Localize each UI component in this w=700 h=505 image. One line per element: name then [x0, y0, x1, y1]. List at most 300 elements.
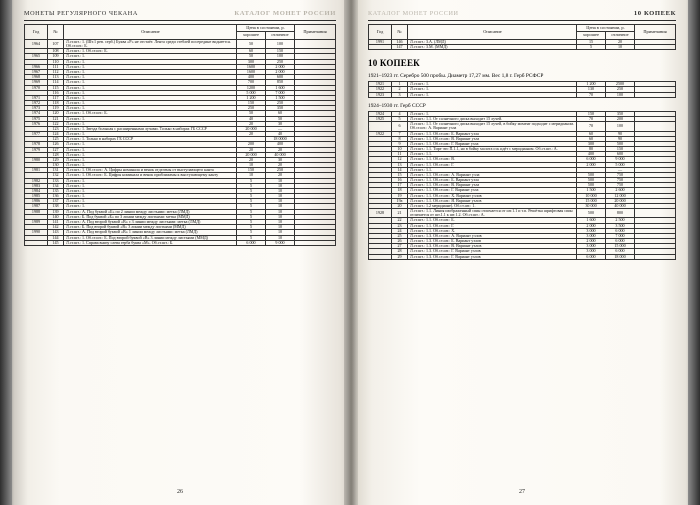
- cell-price-excellent: 250: [266, 168, 295, 173]
- cell-num: 123: [48, 126, 64, 131]
- cell-year: 1979: [25, 147, 48, 152]
- left-table-body: [25, 39, 336, 245]
- cell-price-excellent: 150: [606, 147, 635, 152]
- cell-year: 1966: [25, 64, 48, 69]
- cell-num: 141: [48, 219, 64, 224]
- cell-num: 119: [48, 106, 64, 111]
- cell-desc: Л.ст.шт.: 1.: [64, 152, 237, 157]
- subsection-2-title: 1924–1930 гг. Герб СССР: [368, 102, 426, 109]
- cell-desc: Л.ст.шт.: 1.2 меридиане). Об.ст.шт.: 1.: [408, 203, 577, 208]
- cell-price-good: 70: [577, 117, 606, 122]
- cell-price-excellent: 20: [266, 147, 295, 152]
- cell-num: 124: [48, 132, 64, 137]
- cell-price-good: 6 000: [237, 240, 266, 245]
- cell-num: 16: [392, 178, 408, 183]
- cell-desc: Л.ст.шт.: 1.1. Об.ст.шт.: Г. Вариант узла: [408, 141, 577, 146]
- cell-price-excellent: 100: [606, 92, 635, 97]
- cell-num: 8: [392, 136, 408, 141]
- cell-num: 12: [392, 157, 408, 162]
- cell-num: 5: [392, 117, 408, 122]
- cell-year: 1984: [25, 188, 48, 193]
- cell-price-excellent: 1 500: [266, 95, 295, 100]
- cell-price-excellent: 30: [266, 121, 295, 126]
- cell-year: 1928: [369, 209, 392, 218]
- cell-price-excellent: 250: [266, 59, 295, 64]
- cell-price-good: 500: [577, 172, 606, 177]
- right-top-table: [368, 24, 676, 50]
- cell-price-good: 150: [577, 111, 606, 116]
- cell-price-good: 5: [577, 45, 606, 50]
- cell-price-excellent: 350: [606, 111, 635, 116]
- cell-num: 143: [48, 230, 64, 235]
- cell-desc: Л.ст.шт.: 1. Только в наборах ГБ СССР: [64, 137, 237, 142]
- cell-desc: Л.ст.шт.: 1.: [64, 142, 237, 147]
- cell-price-good: 1 200: [237, 95, 266, 100]
- cell-price-good: 20 000: [237, 126, 266, 131]
- cell-num: 109: [48, 54, 64, 59]
- right-top-table-body: [369, 39, 676, 49]
- cell-num: 125: [48, 137, 64, 142]
- cell-desc: Л.ст.шт.: 1.1. Об.ст.шт.: В. Вариант узла: [408, 136, 577, 141]
- cell-price-excellent: 18 000: [606, 254, 635, 259]
- cell-num: 121: [48, 116, 64, 121]
- cell-price-excellent: 20: [266, 163, 295, 168]
- cell-price-excellent: 7 000: [266, 90, 295, 95]
- cell-price-excellent: 10: [606, 45, 635, 50]
- cell-price-excellent: 10: [266, 194, 295, 199]
- cell-price-good: 150: [237, 168, 266, 173]
- cell-price-excellent: 40 000: [266, 152, 295, 157]
- cell-price-good: 20 000: [237, 152, 266, 157]
- cell-desc: Л.ст.шт.: 1.: [64, 101, 237, 106]
- cell-price-good: 300: [237, 59, 266, 64]
- cell-num: 138: [48, 204, 64, 209]
- col-price-excellent: отличное: [266, 32, 295, 39]
- cell-desc: Л.ст.шт.: 1.1. Об.ст.шт.: Г.: [408, 162, 577, 167]
- cell-price-good: 3 000: [577, 244, 606, 249]
- cell-price-good: 60: [577, 136, 606, 141]
- cell-year: [25, 240, 48, 245]
- left-page-header: [24, 10, 336, 17]
- cell-desc: Л.ст.шт.: 1.: [64, 188, 237, 193]
- cell-desc: Л.ст.шт.: 1.: [64, 178, 237, 183]
- cell-desc: Л.ст.шт.: 1.: [64, 147, 237, 152]
- cell-num: 130: [48, 163, 64, 168]
- cell-price-excellent: 3 500: [606, 223, 635, 228]
- cell-price-good: 20: [237, 157, 266, 162]
- cell-price-good: 5: [237, 199, 266, 204]
- cell-year: 1973: [25, 106, 48, 111]
- cell-price-good: 500: [577, 209, 606, 218]
- cell-year: 1985: [25, 194, 48, 199]
- col-num: №: [48, 25, 64, 40]
- cell-desc: Л.ст.шт.: 1.: [64, 64, 237, 69]
- cell-num: 2: [392, 87, 408, 92]
- cell-desc: Л.ст.шт.: 1.1. Линия изображенный спин отличается от шт.1.1 и т.п. Решётка шрифтовая спин отличается от шт.1.1 к шт.1.2. Об.ст.шт.: А.: [408, 209, 577, 218]
- cell-price-excellent: 10: [266, 178, 295, 183]
- cell-desc: Л.ст.шт.: 1.1. Об.ст.шт.: Г. Вариант узла: [408, 188, 577, 193]
- cell-price-good: 5: [237, 230, 266, 235]
- cell-price-good: 5: [237, 214, 266, 219]
- cell-desc: Л.ст.шт.: 1.: [64, 75, 237, 80]
- cell-desc: Л.ст.шт.: 1. Справа внизу слева герба буква «М». Об.ст.шт.: Б.: [64, 240, 237, 245]
- cell-num: 19: [392, 193, 408, 198]
- cell-price-good: 5: [237, 204, 266, 209]
- cell-num: 134: [48, 183, 64, 188]
- cell-price-excellent: 600: [606, 152, 635, 157]
- cell-num: 17: [392, 183, 408, 188]
- cell-price-good: 5: [237, 219, 266, 224]
- cell-price-good: 5: [237, 209, 266, 214]
- book-edge-right: [688, 0, 700, 505]
- cell-price-excellent: 250: [266, 101, 295, 106]
- cell-num: 120: [48, 111, 64, 116]
- left-header-rule: [24, 20, 336, 21]
- table-row: [369, 45, 676, 50]
- cell-price-excellent: 10: [266, 183, 295, 188]
- cell-num: 115: [48, 85, 64, 90]
- cell-price-excellent: 2500: [606, 82, 635, 87]
- cell-desc: Л.ст.шт.: А. Под второй буквой «В» 1 линии между листьями: метка (ЛМД): [64, 230, 237, 235]
- cell-price-good: 5: [237, 194, 266, 199]
- cell-year: 1991: [369, 39, 392, 44]
- cell-num: 15: [392, 172, 408, 177]
- left-header-ghost: КАТАЛОГ МОНЕТ РОССИИ: [234, 10, 336, 17]
- cell-desc: Л.ст.шт.: 1.: [64, 194, 237, 199]
- cell-num: 122: [48, 121, 64, 126]
- cell-num: 140: [48, 214, 64, 219]
- cell-num: 1: [392, 82, 408, 87]
- cell-num: 147: [392, 45, 408, 50]
- cell-note: [295, 39, 336, 48]
- cell-year: 1970: [25, 85, 48, 90]
- left-header-row-1: [25, 25, 336, 32]
- cell-desc: Л.ст.шт.: 1.: [64, 59, 237, 64]
- cell-desc: Л.ст.шт.: 1.: [64, 70, 237, 75]
- cell-price-good: 50: [237, 54, 266, 59]
- cell-num: 26: [392, 239, 408, 244]
- cell-price-excellent: 750: [606, 172, 635, 177]
- cell-desc: Л.ст.шт.: 1. Об.ст.шт.: Б. Под второй буквой «В» 3 линии между листьями (ММД): [64, 235, 237, 240]
- cell-num: 4: [392, 111, 408, 116]
- cell-year: 1982: [25, 178, 48, 183]
- cell-price-excellent: 50: [266, 116, 295, 121]
- cell-price-good: 1 500: [577, 188, 606, 193]
- cell-year: 1983: [25, 183, 48, 188]
- cell-price-excellent: 2 500: [606, 218, 635, 223]
- cell-price-excellent: 350: [266, 106, 295, 111]
- cell-price-good: 40: [237, 116, 266, 121]
- cell-year: [369, 122, 392, 131]
- cell-price-excellent: 6 000: [606, 239, 635, 244]
- cell-year: 1967: [25, 70, 48, 75]
- cell-price-excellent: 2 000: [266, 64, 295, 69]
- cell-num: 3: [392, 92, 408, 97]
- cell-price-excellent: 850: [266, 80, 295, 85]
- col-desc: Описание: [408, 25, 577, 40]
- cell-year: 1986: [25, 199, 48, 204]
- cell-price-excellent: 12 000: [606, 193, 635, 198]
- cell-price-good: 700: [237, 80, 266, 85]
- cell-price-good: 5: [237, 183, 266, 188]
- cell-num: 129: [48, 157, 64, 162]
- cell-price-excellent: 800: [606, 209, 635, 218]
- cell-price-good: 5: [237, 188, 266, 193]
- col-year: Год: [369, 25, 392, 40]
- cell-desc: Л.ст.шт.: 1.: [64, 106, 237, 111]
- cell-price-excellent: 10: [266, 209, 295, 214]
- col-note: Примечания: [635, 25, 676, 40]
- cell-year: [369, 45, 392, 50]
- cell-price-good: 300: [577, 141, 606, 146]
- cell-price-good: 400: [577, 152, 606, 157]
- cell-desc: Л.ст.шт.: 1.: [408, 82, 577, 87]
- cell-num: 19а: [392, 198, 408, 203]
- cell-price-excellent: 600: [266, 75, 295, 80]
- cell-price-excellent: 90: [606, 136, 635, 141]
- cell-price-excellent: 9 000: [606, 157, 635, 162]
- cell-price-excellent: 500: [606, 141, 635, 146]
- cell-price-excellent: 40: [266, 132, 295, 137]
- cell-note: [635, 92, 676, 97]
- cell-price-excellent: 750: [606, 183, 635, 188]
- cell-price-excellent: 60: [266, 111, 295, 116]
- cell-num: 146: [392, 39, 408, 44]
- cell-price-good: 20: [237, 147, 266, 152]
- table-row: [25, 240, 336, 245]
- cell-desc: Л.ст.шт.: А. Под буквой «Б» по 2 линии между листьями: метка (ЛМД): [64, 209, 237, 214]
- book-edge-left: [0, 0, 12, 505]
- cell-price-good: 6 000: [577, 254, 606, 259]
- cell-desc: Л.ст.шт.: 1.1. Об.ст.шт.: Х.: [408, 228, 577, 233]
- cell-note: [635, 122, 676, 131]
- cell-num: 126: [48, 142, 64, 147]
- cell-desc: Л.ст.шт.: 1.1. Об.ст.шт.: Х. Вариант узлов: [408, 193, 577, 198]
- cell-price-good: 500: [577, 183, 606, 188]
- cell-num: 132: [48, 173, 64, 178]
- cell-desc: Л.ст.шт.: 3.А. (ЛМД): [408, 39, 577, 44]
- cell-desc: Л.ст.шт.: 3.М. (ММД): [408, 45, 577, 50]
- cell-price-excellent: 6 000: [606, 249, 635, 254]
- cell-year: 1988: [25, 209, 48, 214]
- cell-num: 113: [48, 75, 64, 80]
- cell-price-good: 50: [237, 111, 266, 116]
- left-header-title: МОНЕТЫ РЕГУЛЯРНОГО ЧЕКАНА: [24, 10, 138, 17]
- cell-desc: Л.ст.шт.: 1.: [64, 163, 237, 168]
- cell-desc: Л.ст.шт.: 1.1. Об.ст.шт.: Б.: [408, 218, 577, 223]
- cell-price-good: 400: [237, 75, 266, 80]
- cell-price-excellent: 10: [266, 235, 295, 240]
- right-top-header-row-1: [369, 25, 676, 32]
- left-table-wrap: [24, 24, 336, 246]
- cell-price-good: 1 200: [577, 82, 606, 87]
- cell-note: [635, 254, 676, 259]
- cell-price-good: 200: [237, 142, 266, 147]
- cell-year: 1925: [369, 117, 392, 122]
- left-page: [12, 0, 348, 505]
- cell-price-good: 5: [237, 235, 266, 240]
- right-header-rule: [368, 20, 676, 21]
- cell-desc: Л.ст.шт.: 1.1. Об.ст.шт.: В.: [408, 157, 577, 162]
- col-price: Цена в состоянии, р.: [237, 25, 295, 32]
- cell-desc: Л.ст.шт.: 1.: [64, 80, 237, 85]
- cell-desc: Л.ст.шт.: 1. Об.ст.шт.: Б.: [64, 49, 237, 54]
- cell-desc: Л.ст.шт.: А. Под второй буквой «В» с 3 линии между листьями: метка (ЛМД): [64, 219, 237, 224]
- cell-num: 142: [48, 225, 64, 230]
- right-page: [356, 0, 688, 505]
- cell-desc: Л.ст.шт.: 1.: [64, 199, 237, 204]
- cell-desc: Л.ст.шт.: Б. Под второй буквой «В» 3 линии между листьями (ММД): [64, 225, 237, 230]
- cell-num: 13: [392, 162, 408, 167]
- cell-desc: Л.ст.шт.: 1.1. Тире что П.1.1, но в бойку молота ось идёт с меридианом. Об.ст.шт.: А.: [408, 147, 577, 152]
- cell-num: 28: [392, 249, 408, 254]
- cell-desc: Л.ст.шт.: 1.3. Об.ст.шт.: Г. Вариант узлов: [408, 249, 577, 254]
- cell-price-excellent: 30: [266, 157, 295, 162]
- cell-year: 1964: [25, 39, 48, 48]
- cell-year: 1974: [25, 111, 48, 116]
- cell-num: 23: [392, 223, 408, 228]
- cell-price-excellent: 2 000: [266, 70, 295, 75]
- cell-desc: Л.ст.шт.: 1. Об.ст.шт.: Б. Цифры номинала и венок приближены к выступающему канту: [64, 173, 237, 178]
- cell-desc: Л.ст.шт.: 1.: [64, 85, 237, 90]
- cell-num: 145: [48, 240, 64, 245]
- cell-desc: Л.ст.шт.: 1. Об.ст.шт.: А. Цифры номинала и венок отделены от выступающего канта: [64, 168, 237, 173]
- right-top-table-head: [369, 25, 676, 40]
- cell-price-excellent: 10: [266, 219, 295, 224]
- cell-desc: Л.ст.шт.: 1.3. Об.ст.шт.: А. Вариант узлов: [408, 233, 577, 238]
- cell-price-excellent: 20: [606, 39, 635, 44]
- cell-desc: Л.ст.шт.: 1.1. Об.ст.шт.: Я. Вариант узлов: [408, 198, 577, 203]
- cell-price-excellent: 100: [606, 122, 635, 131]
- cell-num: 29: [392, 254, 408, 259]
- subsection-1-title: 1921–1923 гг. Серебро 500 пробы. Диаметр 17,27 мм. Вес 1,8 г. Герб РСФСР: [368, 73, 544, 80]
- cell-num: 112: [48, 70, 64, 75]
- cell-price-good: 70: [577, 92, 606, 97]
- cell-desc: Л.ст.шт.: 1.3. Об.ст.шт.: Б. Вариант узлов: [408, 239, 577, 244]
- cell-desc: Л.ст.шт.: 1.1. Об.ст.шт.: Б. Вариант узла: [408, 131, 577, 136]
- cell-desc: Л.ст.шт.: 1.: [64, 204, 237, 209]
- cell-desc: Л.ст.шт.: 1.1. От солнечного диска выходит 15 лучей, в бойку момент подходит с меридианом. Об.ст.шт.: А. Вариант узла: [408, 122, 577, 131]
- cell-price-excellent: 7 000: [606, 233, 635, 238]
- cell-year: 1972: [25, 101, 48, 106]
- cell-desc: Л.ст.шт.: 1.3. Об.ст.шт.: В. Вариант узлов: [408, 244, 577, 249]
- cell-price-excellent: 100: [266, 54, 295, 59]
- right-page-header: [368, 10, 676, 17]
- cell-num: 6: [392, 122, 408, 131]
- cell-num: 137: [48, 199, 64, 204]
- cell-desc: Л.ст.шт.: 1.: [64, 54, 237, 59]
- cell-price-excellent: —: [606, 167, 635, 172]
- cell-desc: Л.ст.шт.: 1.1.: [408, 152, 577, 157]
- cell-year: 1981: [25, 168, 48, 173]
- right-table-2: [368, 111, 676, 260]
- cell-num: 110: [48, 59, 64, 64]
- col-price: Цена в состоянии, р.: [577, 25, 635, 32]
- cell-price-excellent: 10: [266, 230, 295, 235]
- cell-price-good: 15 000: [577, 198, 606, 203]
- cell-desc: Л.ст.шт.: 1.: [64, 116, 237, 121]
- cell-price-good: 150: [237, 101, 266, 106]
- cell-desc: Л.ст.шт.: 1. (Шт.1 рев. серб.) Буква «Р» не отстаёт. Лента среди стеблей посередине виднеется. Об.ст.шт.: Б.: [64, 39, 237, 48]
- cell-year: 1990: [25, 230, 48, 235]
- cell-price-excellent: 750: [606, 178, 635, 183]
- cell-desc: Л.ст.шт.: 1.1. От солнечного диска выходит 15 лучей.: [408, 117, 577, 122]
- col-note: Примечания: [295, 25, 336, 40]
- cell-year: 1922: [369, 87, 392, 92]
- left-coin-table: [24, 24, 336, 246]
- cell-price-good: 3 000: [577, 249, 606, 254]
- cell-price-excellent: 15 000: [606, 244, 635, 249]
- left-page-number: 26: [177, 489, 183, 495]
- cell-num: 107: [48, 39, 64, 48]
- cell-price-excellent: 2 600: [606, 188, 635, 193]
- cell-price-good: 70: [577, 122, 606, 131]
- cell-price-excellent: 20: [266, 173, 295, 178]
- right-table-1-body: [369, 82, 676, 98]
- cell-num: 14: [392, 167, 408, 172]
- cell-price-good: 50: [237, 39, 266, 48]
- cell-price-good: 80: [577, 147, 606, 152]
- cell-num: 11: [392, 152, 408, 157]
- cell-num: 27: [392, 244, 408, 249]
- section-title: 10 КОПЕЕК: [368, 58, 420, 69]
- table-row: [369, 92, 676, 97]
- cell-num: 117: [48, 95, 64, 100]
- cell-num: 135: [48, 188, 64, 193]
- cell-desc: Л.ст.шт.: 1.1. Об.ст.шт.: Г.: [408, 223, 577, 228]
- cell-price-good: 10 000: [577, 193, 606, 198]
- cell-year: 1969: [25, 80, 48, 85]
- cell-num: 108: [48, 49, 64, 54]
- cell-price-good: 5: [237, 178, 266, 183]
- cell-price-good: 1600: [237, 70, 266, 75]
- table-row: [369, 122, 676, 131]
- cell-num: 144: [48, 235, 64, 240]
- cell-price-excellent: 1 600: [266, 85, 295, 90]
- cell-num: 24: [392, 228, 408, 233]
- cell-desc: Л.ст.шт.: 1.1. Об.ст.шт.: Б. Вариант узла: [408, 178, 577, 183]
- cell-num: 10: [392, 147, 408, 152]
- cell-price-good: 3 000: [577, 228, 606, 233]
- cell-year: 1975: [25, 116, 48, 121]
- col-num: №: [392, 25, 408, 40]
- cell-num: 22: [392, 218, 408, 223]
- right-page-number: 27: [519, 489, 525, 495]
- cell-num: 118: [48, 101, 64, 106]
- cell-price-good: 1200: [237, 85, 266, 90]
- cell-price-excellent: 100: [266, 39, 295, 48]
- cell-num: 9: [392, 141, 408, 146]
- cell-desc: Л.ст.шт.: 1.: [64, 132, 237, 137]
- col-year: Год: [25, 25, 48, 40]
- cell-desc: Л.ст.шт.: 1.1. Об.ст.шт.: В. Вариант узла: [408, 183, 577, 188]
- cell-num: 7: [392, 131, 408, 136]
- col-desc: Описание: [64, 25, 237, 40]
- cell-price-good: 6 000: [577, 157, 606, 162]
- cell-num: 21: [392, 209, 408, 218]
- cell-year: 1922: [369, 131, 392, 136]
- cell-year: 1971: [25, 95, 48, 100]
- cell-year: 1978: [25, 142, 48, 147]
- cell-num: 128: [48, 152, 64, 157]
- cell-year: 1980: [25, 157, 48, 162]
- cell-price-good: 1 600: [577, 218, 606, 223]
- cell-price-excellent: 9 000: [266, 240, 295, 245]
- cell-price-excellent: 5 000: [606, 162, 635, 167]
- cell-price-good: 10: [237, 173, 266, 178]
- cell-desc: Л.ст.шт.: 1.: [64, 121, 237, 126]
- cell-num: 111: [48, 64, 64, 69]
